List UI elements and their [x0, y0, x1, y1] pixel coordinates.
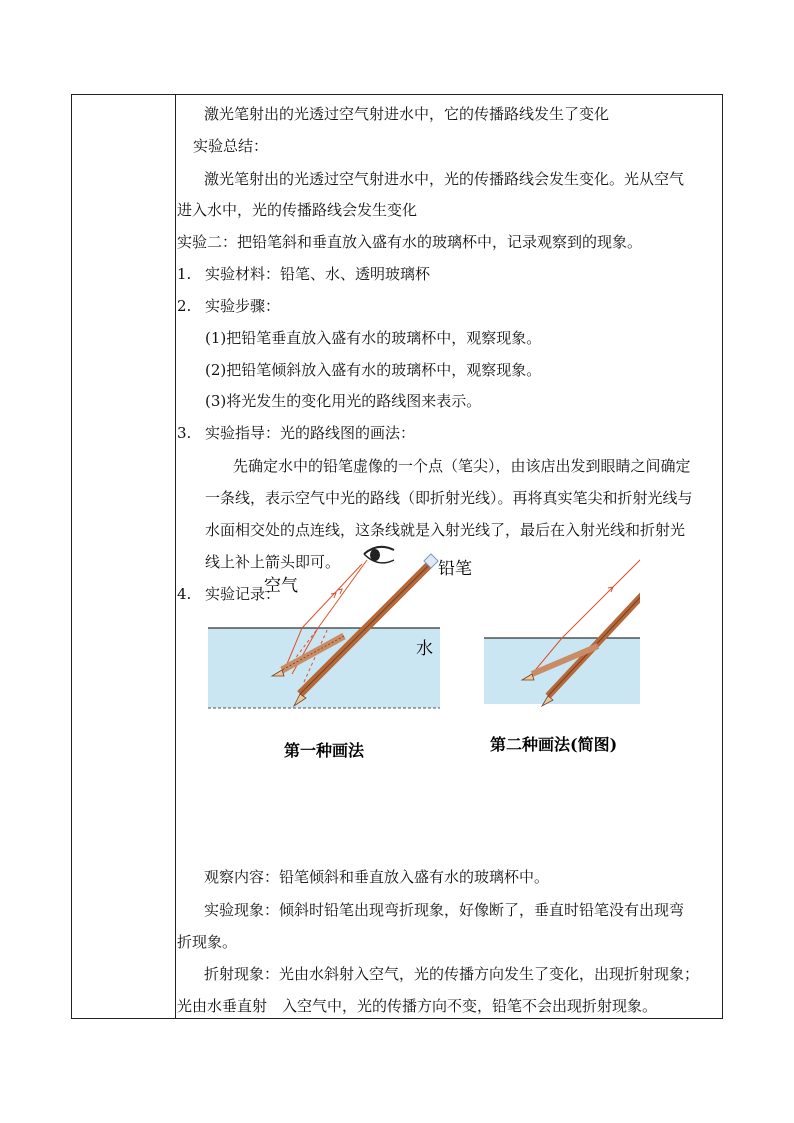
guide-line-4: 线上补上箭头即可。	[205, 553, 341, 571]
drawing-method-one	[208, 547, 472, 760]
observation-line: 观察内容：铅笔倾斜和垂直放入盛有水的玻璃杯中。	[204, 868, 550, 886]
refraction-line-2: 光由水垂直射 入空气中，光的传播方向不变，铅笔不会出现折射现象。	[177, 997, 658, 1015]
list-number-1: 1.	[177, 265, 192, 283]
list-number-3: 3.	[177, 424, 192, 442]
step-1: (1)把铅笔垂直放入盛有水的玻璃杯中，观察现象。	[205, 329, 542, 347]
list-number-4: 4.	[177, 585, 192, 603]
steps-heading: 实验步骤：	[205, 297, 281, 315]
materials-line: 实验材料：铅笔、水、透明玻璃杯	[205, 265, 431, 283]
refraction-line-1: 折射现象：光由水斜射入空气，光的传播方向发生了变化，出现折射现象；	[204, 965, 700, 983]
eye-icon	[364, 547, 394, 563]
list-number-2: 2.	[177, 297, 192, 315]
refraction-figure	[132, 524, 640, 764]
text-line-1: 激光笔射出的光透过空气射进水中，它的传播路线发生了变化	[204, 105, 610, 123]
label-pencil: 铅笔	[438, 559, 472, 579]
label-water: 水	[416, 639, 433, 659]
guide-line-1: 先确定水中的铅笔虚像的一个点（笔尖），由该店出发到眼睛之间确定	[233, 457, 691, 475]
caption-method-two: 第二种画法(简图)	[490, 735, 618, 754]
phenomenon-line-1: 实验现象：倾斜时铅笔出现弯折现象，好像断了，垂直时铅笔没有出现弯	[204, 901, 685, 919]
guide-heading: 实验指导：光的路线图的画法：	[205, 424, 416, 442]
water-area-right	[484, 638, 640, 704]
guide-line-3: 水面相交处的点连线，这条线就是入射光线了，最后在入射光线和折射光	[205, 521, 686, 539]
experiment-two-heading: 实验二：把铅笔斜和垂直放入盛有水的玻璃杯中，记录观察到的现象。	[177, 233, 643, 251]
summary-heading: 实验总结：	[193, 137, 269, 155]
drawing-method-two	[484, 529, 640, 754]
step-3: (3)将光发生的变化用光的路线图来表示。	[205, 392, 482, 410]
guide-line-2: 一条线，表示空气中光的路线（即折射光线）。再将真实笔尖和折射光线与	[205, 489, 693, 507]
caption-method-one: 第一种画法	[284, 741, 365, 760]
phenomenon-line-2: 折现象。	[177, 933, 238, 951]
text-line-4: 进入水中，光的传播路线会发生变化	[177, 201, 418, 219]
record-heading: 实验记录：	[205, 585, 281, 603]
text-line-3: 激光笔射出的光透过空气射进水中，光的传播路线会发生变化。光从空气	[204, 170, 685, 188]
step-2: (2)把铅笔倾斜放入盛有水的玻璃杯中，观察现象。	[205, 361, 542, 379]
label-air: 空气	[264, 576, 298, 596]
